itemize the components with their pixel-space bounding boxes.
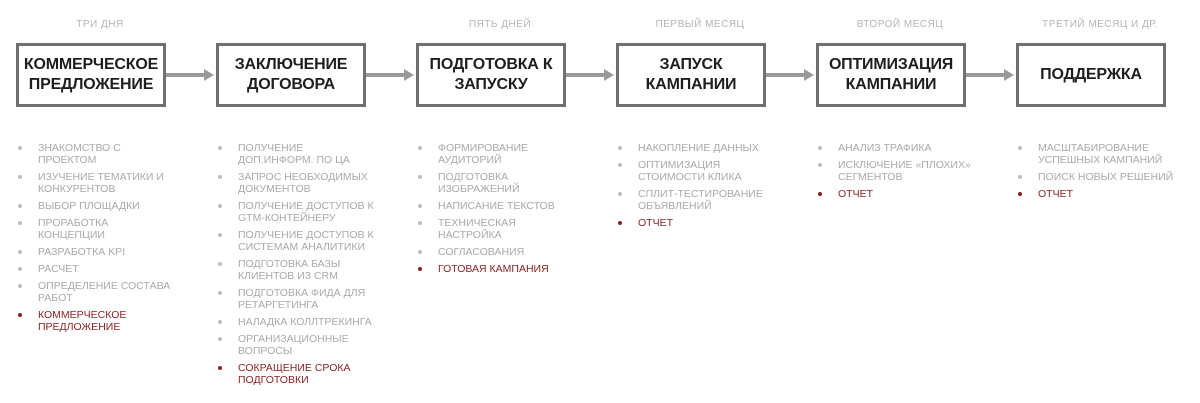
task-item: ПОИСК НОВЫХ РЕШЕНИЙ [1018,171,1188,183]
stage-task-list [218,142,388,391]
stage-title: ПОДГОТОВКА К ЗАПУСКУ [429,56,553,93]
stage-task-list [18,142,188,338]
task-item-result: ГОТОВАЯ КАМПАНИЯ [418,263,588,275]
task-item: СПЛИТ-ТЕСТИРОВАНИЕ ОБЪЯВЛЕНИЙ [618,188,788,212]
stage-title: ЗАКЛЮЧЕНИЕ ДОГОВОРА [234,56,348,93]
stage-title: ЗАПУСК КАМПАНИИ [645,56,737,93]
task-item: ПОЛУЧЕНИЕ ДОП.ИНФОРМ. ПО ЦА [218,142,388,166]
task-item: СОГЛАСОВАНИЯ [418,246,588,258]
stage-title: КОММЕРЧЕСКОЕ ПРЕДЛОЖЕНИЕ [23,56,159,93]
task-item: ИСКЛЮЧЕНИЕ «ПЛОХИХ» СЕГМЕНТОВ [818,159,988,183]
stage-title: ОПТИМИЗАЦИЯ КАМПАНИИ [828,56,954,93]
task-item: ИЗУЧЕНИЕ ТЕМАТИКИ И КОНКУРЕНТОВ [18,171,188,195]
stage-box [216,43,366,107]
task-item: ФОРМИРОВАНИЕ АУДИТОРИЙ [418,142,588,166]
flow-arrow-icon [366,69,416,81]
phase-label: ТРИ ДНЯ [76,19,124,30]
task-item: РАСЧЕТ [18,263,188,275]
stage-box [816,43,966,107]
task-item: ОРГАНИЗАЦИОННЫЕ ВОПРОСЫ [218,333,388,357]
task-item: ПОДГОТОВКА БАЗЫ КЛИЕНТОВ ИЗ CRM [218,258,388,282]
phase-label: ТРЕТИЙ МЕСЯЦ И ДР. [1042,19,1158,30]
task-item: НАПИСАНИЕ ТЕКСТОВ [418,200,588,212]
task-item: ОПРЕДЕЛЕНИЕ СОСТАВА РАБОТ [18,280,188,304]
task-item: НАЛАДКА КОЛЛТРЕКИНГА [218,316,388,328]
stage-task-list [1018,142,1188,205]
stage-task-list [418,142,588,280]
task-item: ПОДГОТОВКА ФИДА ДЛЯ РЕТАРГЕТИНГА [218,287,388,311]
phase-label: ВТОРОЙ МЕСЯЦ [856,19,944,30]
task-item: ОПТИМИЗАЦИЯ СТОИМОСТИ КЛИКА [618,159,788,183]
stage-title: ПОДДЕРЖКА [1040,66,1142,83]
task-item: ВЫБОР ПЛОЩАДКИ [18,200,188,212]
stage-box [16,43,166,107]
task-item-result: КОММЕРЧЕСКОЕ ПРЕДЛОЖЕНИЕ [18,309,188,333]
task-item: МАСШТАБИРОВАНИЕ УСПЕШНЫХ КАМПАНИЙ [1018,142,1188,166]
task-item: ПРОРАБОТКА КОНЦЕПЦИИ [18,217,188,241]
flow-arrow-icon [566,69,616,81]
task-item: ПОДГОТОВКА ИЗОБРАЖЕНИЙ [418,171,588,195]
stage-task-list [818,142,988,205]
task-item-result: ОТЧЕТ [818,188,988,200]
stage-box [616,43,766,107]
task-item: ЗНАКОМСТВО С ПРОЕКТОМ [18,142,188,166]
task-item-result: СОКРАЩЕНИЕ СРОКА ПОДГОТОВКИ [218,362,388,386]
task-item: ПОЛУЧЕНИЕ ДОСТУПОВ К GTM-КОНТЕЙНЕРУ [218,200,388,224]
flow-arrow-icon [966,69,1016,81]
task-item: ПОЛУЧЕНИЕ ДОСТУПОВ К СИСТЕМАМ АНАЛИТИКИ [218,229,388,253]
stage-task-list [618,142,788,234]
flow-arrow-icon [766,69,816,81]
task-item-result: ОТЧЕТ [1018,188,1188,200]
stage-box [416,43,566,107]
flow-arrow-icon [166,69,216,81]
phase-label: ПЕРВЫЙ МЕСЯЦ [655,19,745,30]
stage-box [1016,43,1166,107]
task-item: НАКОПЛЕНИЕ ДАННЫХ [618,142,788,154]
task-item: РАЗРАБОТКА KPI [18,246,188,258]
task-item: ЗАПРОС НЕОБХОДИМЫХ ДОКУМЕНТОВ [218,171,388,195]
phase-label: ПЯТЬ ДНЕЙ [468,19,532,30]
task-item: АНАЛИЗ ТРАФИКА [818,142,988,154]
task-item-result: ОТЧЕТ [618,217,788,229]
task-item: ТЕХНИЧЕСКАЯ НАСТРОЙКА [418,217,588,241]
